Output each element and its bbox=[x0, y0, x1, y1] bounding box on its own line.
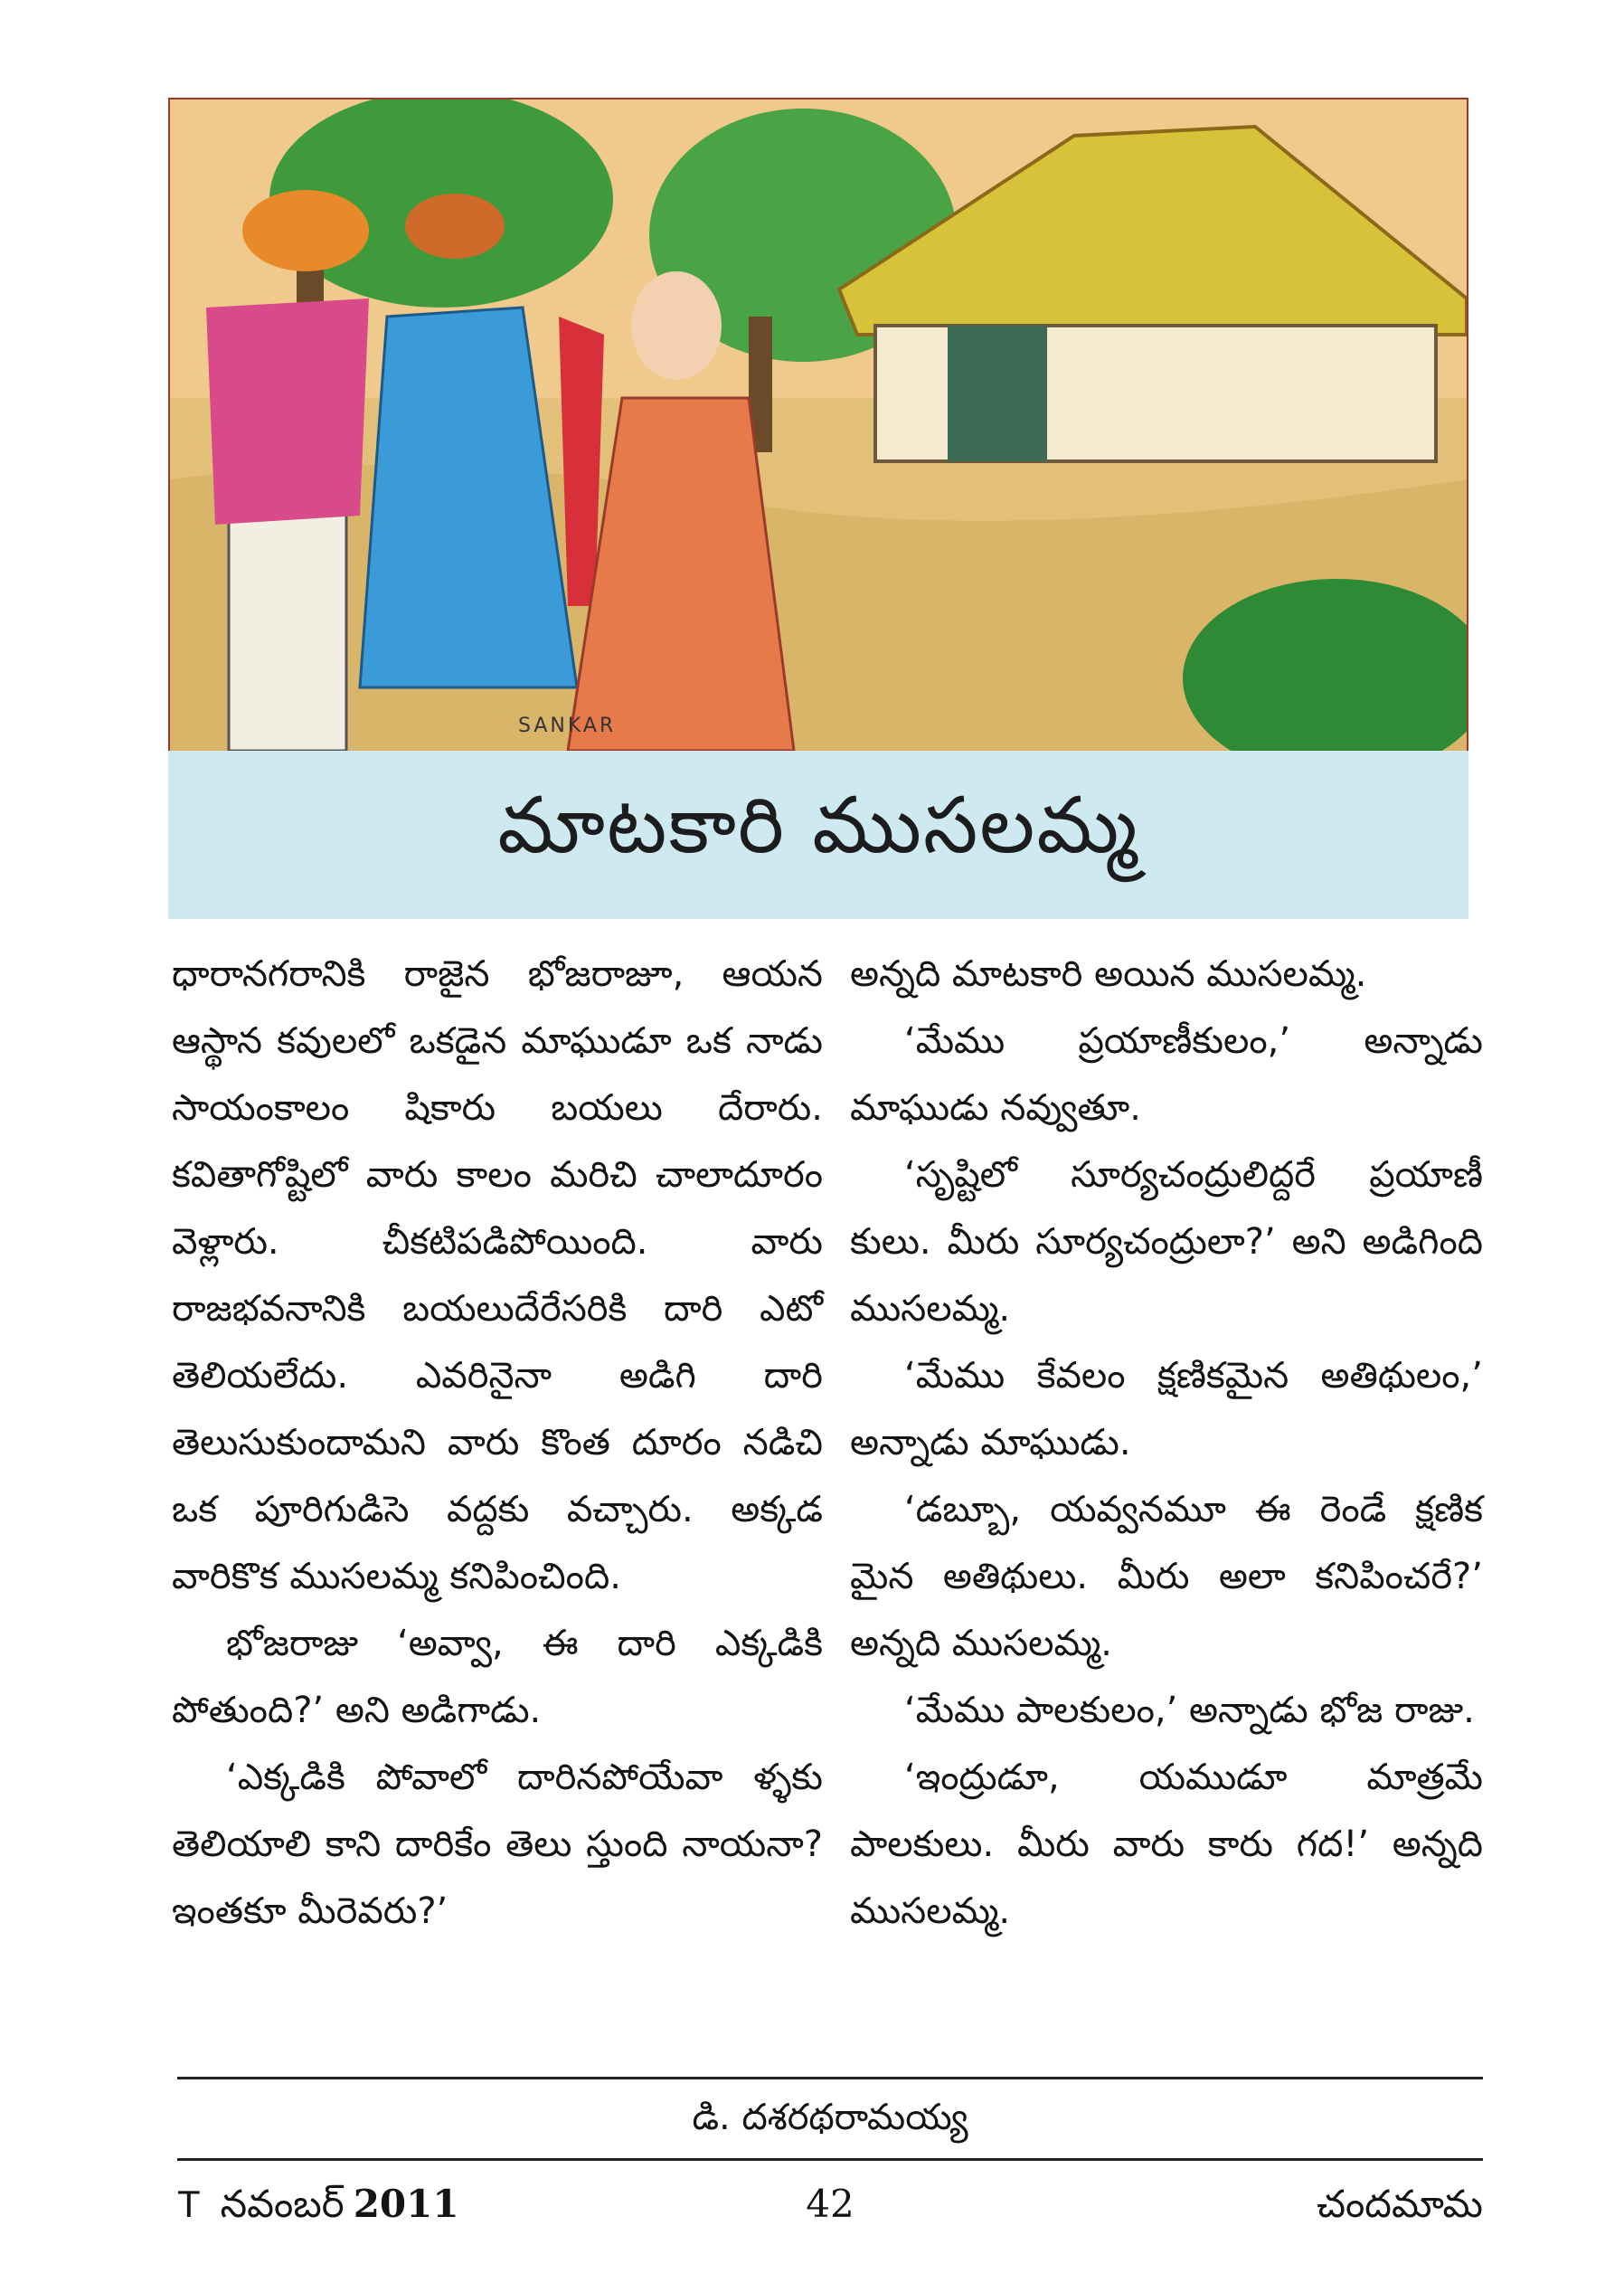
footer-year: 2011 bbox=[353, 2182, 459, 2226]
paragraph: ‘మేము కేవలం క్షణికమైన అతిథులం,’ అన్నాడు మాఘుడు. bbox=[850, 1355, 1483, 1463]
paragraph: భోజరాజు ‘అవ్వా, ఈ దారి ఎక్కడికి పోతుంది?’ అని అడిగాడు. bbox=[172, 1623, 823, 1731]
paragraph: ‘సృష్టిలో సూర్యచంద్రులిద్దరే ప్రయాణీ కులు. మీరు సూర్యచంద్రులా?’ అని అడిగింది ముసలమ్మ. bbox=[850, 1154, 1483, 1330]
magazine-name: చందమామ bbox=[1317, 2182, 1483, 2226]
story-illustration bbox=[168, 98, 1468, 754]
footer-mark: T bbox=[177, 2183, 201, 2225]
right-column bbox=[850, 941, 1483, 1945]
paragraph: ‘ఎక్కడికి పోవాలో దారినపోయేవా ళ్ళకు తెలియాలి కాని దారికేం తెలు స్తుంది నాయనా? ఇంతకూ మీరెవరు?’ bbox=[172, 1757, 823, 1932]
paragraph: ‘డబ్బూ, యవ్వనమూ ఈ రెండే క్షణిక మైన అతిథులు. మీరు అలా కనిపించరే?’ అన్నది ముసలమ్మ. bbox=[850, 1489, 1483, 1664]
left-column bbox=[172, 941, 823, 1945]
footer-month: నవంబర్ bbox=[220, 2182, 345, 2226]
paragraph: అన్నది మాటకారి అయిన ముసలమ్మ. bbox=[850, 953, 1367, 995]
page-footer bbox=[177, 2173, 1483, 2236]
story-title: మాటకారి ముసలమ్మ bbox=[497, 780, 1139, 871]
illustration-scene bbox=[170, 99, 1467, 753]
paragraph: ‘మేము పాలకులం,’ అన్నాడు భోజ రాజు. bbox=[904, 1690, 1475, 1731]
title-band bbox=[168, 751, 1468, 919]
page-number: 42 bbox=[806, 2182, 854, 2226]
paragraph: ధారానగరానికి రాజైన భోజరాజూ, ఆయన ఆస్థాన కవులలో ఒకడైన మాఘుడూ ఒక నాడు సాయంకాలం షికారు బయలు దేరారు. కవితాగోష్టిలో వారు కాలం మరిచి చాలాదూరం వెళ్లారు. చీకటిపడిపోయింది. వారు రాజభవనానికి బయలుదేరేసరికి దారి ఎటో తెలియలేదు. ఎవరినైనా అడిగి దారి తెలుసుకుందామని వారు కొంత దూరం నడిచి ఒక పూరిగుడిసె వద్దకు వచ్చారు. అక్కడ వారికొక ముసలమ్మ కనిపించింది. bbox=[172, 953, 823, 1597]
paragraph: ‘ఇంద్రుడూ, యముడూ మాత్రమే పాలకులు. మీరు వారు కారు గద!’ అన్నది ముసలమ్మ. bbox=[850, 1757, 1483, 1932]
author-rule-top bbox=[177, 2077, 1483, 2079]
paragraph: ‘మేము ప్రయాణీకులం,’ అన్నాడు మాఘుడు నవ్వుతూ. bbox=[850, 1020, 1483, 1129]
artist-signature: SANKAR bbox=[518, 715, 617, 737]
author-byline: డి. దశరథరామయ్య bbox=[692, 2097, 968, 2138]
author-rule-bottom bbox=[177, 2158, 1483, 2161]
